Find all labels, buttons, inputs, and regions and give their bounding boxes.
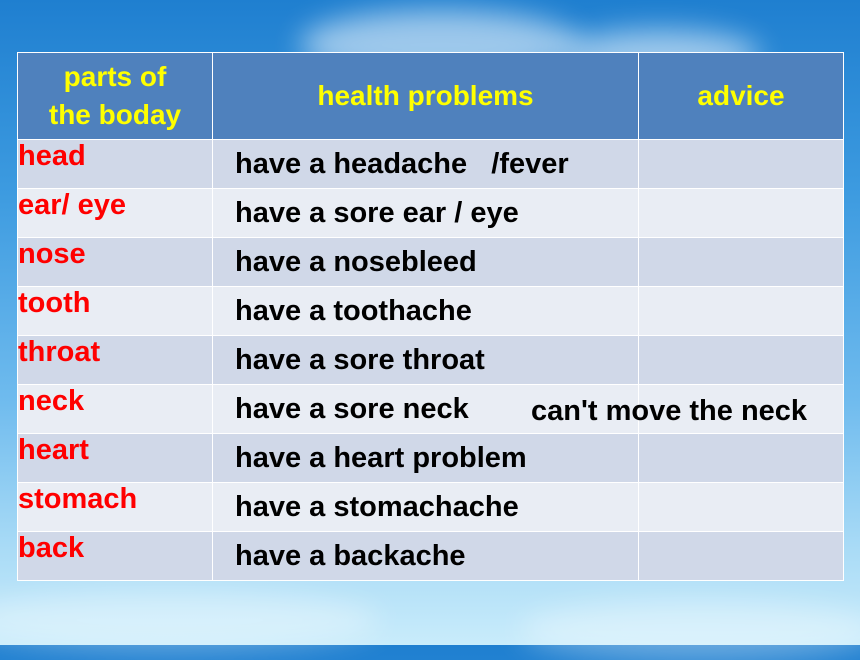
body-part-cell: nose	[18, 238, 213, 287]
body-part-cell: throat	[18, 336, 213, 385]
table-row	[18, 532, 844, 581]
table-row	[18, 238, 844, 287]
body-part-cell: tooth	[18, 287, 213, 336]
header-health-problems: health problems	[213, 53, 639, 140]
health-problem-text: have a toothache	[235, 295, 472, 327]
table-body	[18, 140, 844, 581]
body-part-cell: head	[18, 140, 213, 189]
health-problem-text: have a sore throat	[235, 344, 485, 376]
table-row	[18, 140, 844, 189]
advice-cell	[639, 336, 844, 385]
body-part-cell: neck	[18, 385, 213, 434]
body-part-cell: ear/ eye	[18, 189, 213, 238]
health-problems-table	[17, 52, 844, 581]
health-problem-text: have a stomachache	[235, 491, 519, 523]
health-problem-text: have a backache	[235, 540, 466, 572]
table-row	[18, 189, 844, 238]
header-advice: advice	[639, 53, 844, 140]
health-problem-cell	[213, 336, 639, 385]
health-problem-cell	[213, 189, 639, 238]
table-header	[18, 53, 844, 140]
advice-cell	[639, 287, 844, 336]
advice-cell	[639, 238, 844, 287]
advice-cell	[639, 483, 844, 532]
health-problem-text: have a sore ear / eye	[235, 197, 519, 229]
advice-cell	[639, 189, 844, 238]
body-part-cell: heart	[18, 434, 213, 483]
table-row	[18, 483, 844, 532]
cloud-decoration	[0, 590, 380, 650]
advice-cell	[639, 532, 844, 581]
cloud-decoration	[520, 600, 860, 660]
health-problem-cell	[213, 238, 639, 287]
advice-cell	[531, 385, 844, 434]
table-row	[18, 287, 844, 336]
advice-cell	[639, 140, 844, 189]
header-parts: parts of the boday	[18, 53, 213, 140]
health-problem-cell	[213, 287, 639, 336]
body-part-cell: back	[18, 532, 213, 581]
health-problem-cell	[213, 140, 639, 189]
health-problem-text: have a nosebleed	[235, 246, 477, 278]
health-problem-cell	[213, 483, 639, 532]
advice-cell	[639, 434, 844, 483]
advice-text: can't move the neck	[531, 395, 808, 427]
table-row	[18, 434, 844, 483]
health-problem-cell	[213, 434, 639, 483]
table-row	[18, 336, 844, 385]
health-problem-cell	[213, 532, 639, 581]
health-problem-text: have a headache /fever	[235, 148, 569, 180]
table-row	[18, 385, 844, 434]
health-problem-text: have a sore neck	[235, 393, 469, 425]
health-problem-text: have a heart problem	[235, 442, 527, 474]
body-part-cell: stomach	[18, 483, 213, 532]
watermark	[0, 627, 4, 639]
